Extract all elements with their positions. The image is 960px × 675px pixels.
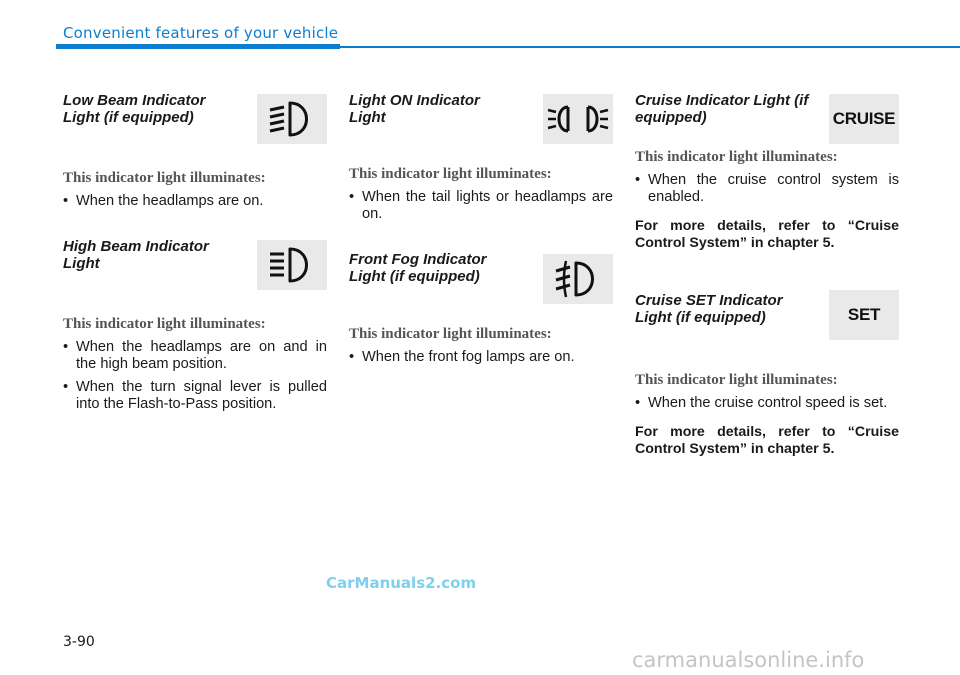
high-beam-icon-box — [257, 240, 327, 290]
front-fog-light-icon — [550, 257, 606, 301]
cruise-title: Cruise Indicator Light (if equipped) — [635, 92, 809, 126]
bullet-item: • When the front fog lamps are on. — [349, 349, 613, 366]
low-beam-title: Low Beam Indicator Light (if equipped) — [63, 92, 206, 126]
column-3 — [635, 88, 899, 510]
low-beam-headlamp-icon — [264, 97, 320, 141]
high-beam-title: High Beam Indicator Light — [63, 238, 209, 272]
cruise-set-note: For more details, refer to “Cruise Control System” in chapter 5. — [635, 424, 899, 457]
front-fog-title: Front Fog Indicator Light (if equipped) — [349, 251, 487, 285]
tail-light-icon — [546, 99, 610, 139]
cruise-set-intro: This indicator light illuminates: — [635, 372, 838, 388]
cruise-set-section — [635, 290, 899, 510]
light-on-section — [349, 88, 613, 248]
front-fog-icon-box — [543, 254, 613, 304]
column-2 — [349, 88, 613, 408]
high-beam-bullets — [63, 339, 327, 413]
cruise-icon: CRUISE — [832, 109, 896, 128]
cruise-intro: This indicator light illuminates: — [635, 149, 838, 165]
page-number: 3-90 — [63, 634, 95, 650]
cruise-set-title: Cruise SET Indicator Light (if equipped) — [635, 292, 783, 326]
front-fog-section — [349, 248, 613, 408]
light-on-bullets — [349, 189, 613, 223]
cruise-note: For more details, refer to “Cruise Control System” in chapter 5. — [635, 218, 899, 251]
low-beam-icon-box — [257, 94, 327, 144]
low-beam-bullets — [63, 193, 327, 210]
bullet-item: • When the headlamps are on and in the high beam position. — [63, 339, 327, 373]
front-fog-intro: This indicator light illuminates: — [349, 326, 552, 342]
light-on-title: Light ON Indicator Light — [349, 92, 480, 126]
bullet-item: • When the cruise control system is enabled. — [635, 172, 899, 206]
footer-watermark: carmanualsonline.info — [632, 648, 865, 672]
cruise-icon-box — [829, 94, 899, 144]
high-beam-intro: This indicator light illuminates: — [63, 316, 266, 332]
cruise-bullets — [635, 172, 899, 206]
cruise-set-bullets — [635, 395, 899, 412]
bullet-item: • When the headlamps are on. — [63, 193, 327, 210]
header-rule — [56, 46, 960, 48]
bullet-item: • When the cruise control speed is set. — [635, 395, 899, 412]
bullet-item: • When the tail lights or headlamps are on. — [349, 189, 613, 223]
low-beam-intro: This indicator light illuminates: — [63, 170, 266, 186]
bullet-item: • When the turn signal lever is pulled into the Flash-to-Pass position. — [63, 379, 327, 413]
watermark-link[interactable]: CarManuals2.com — [326, 574, 477, 592]
high-beam-headlamp-icon — [264, 243, 320, 287]
light-on-intro: This indicator light illuminates: — [349, 166, 552, 182]
high-beam-section — [63, 234, 327, 464]
column-1 — [63, 88, 327, 464]
set-icon: SET — [847, 305, 881, 324]
light-on-icon-box — [543, 94, 613, 144]
low-beam-section — [63, 88, 327, 234]
cruise-set-icon-box — [829, 290, 899, 340]
cruise-section — [635, 88, 899, 290]
page-section-title: Convenient features of your vehicle — [63, 24, 339, 42]
front-fog-bullets — [349, 349, 613, 366]
